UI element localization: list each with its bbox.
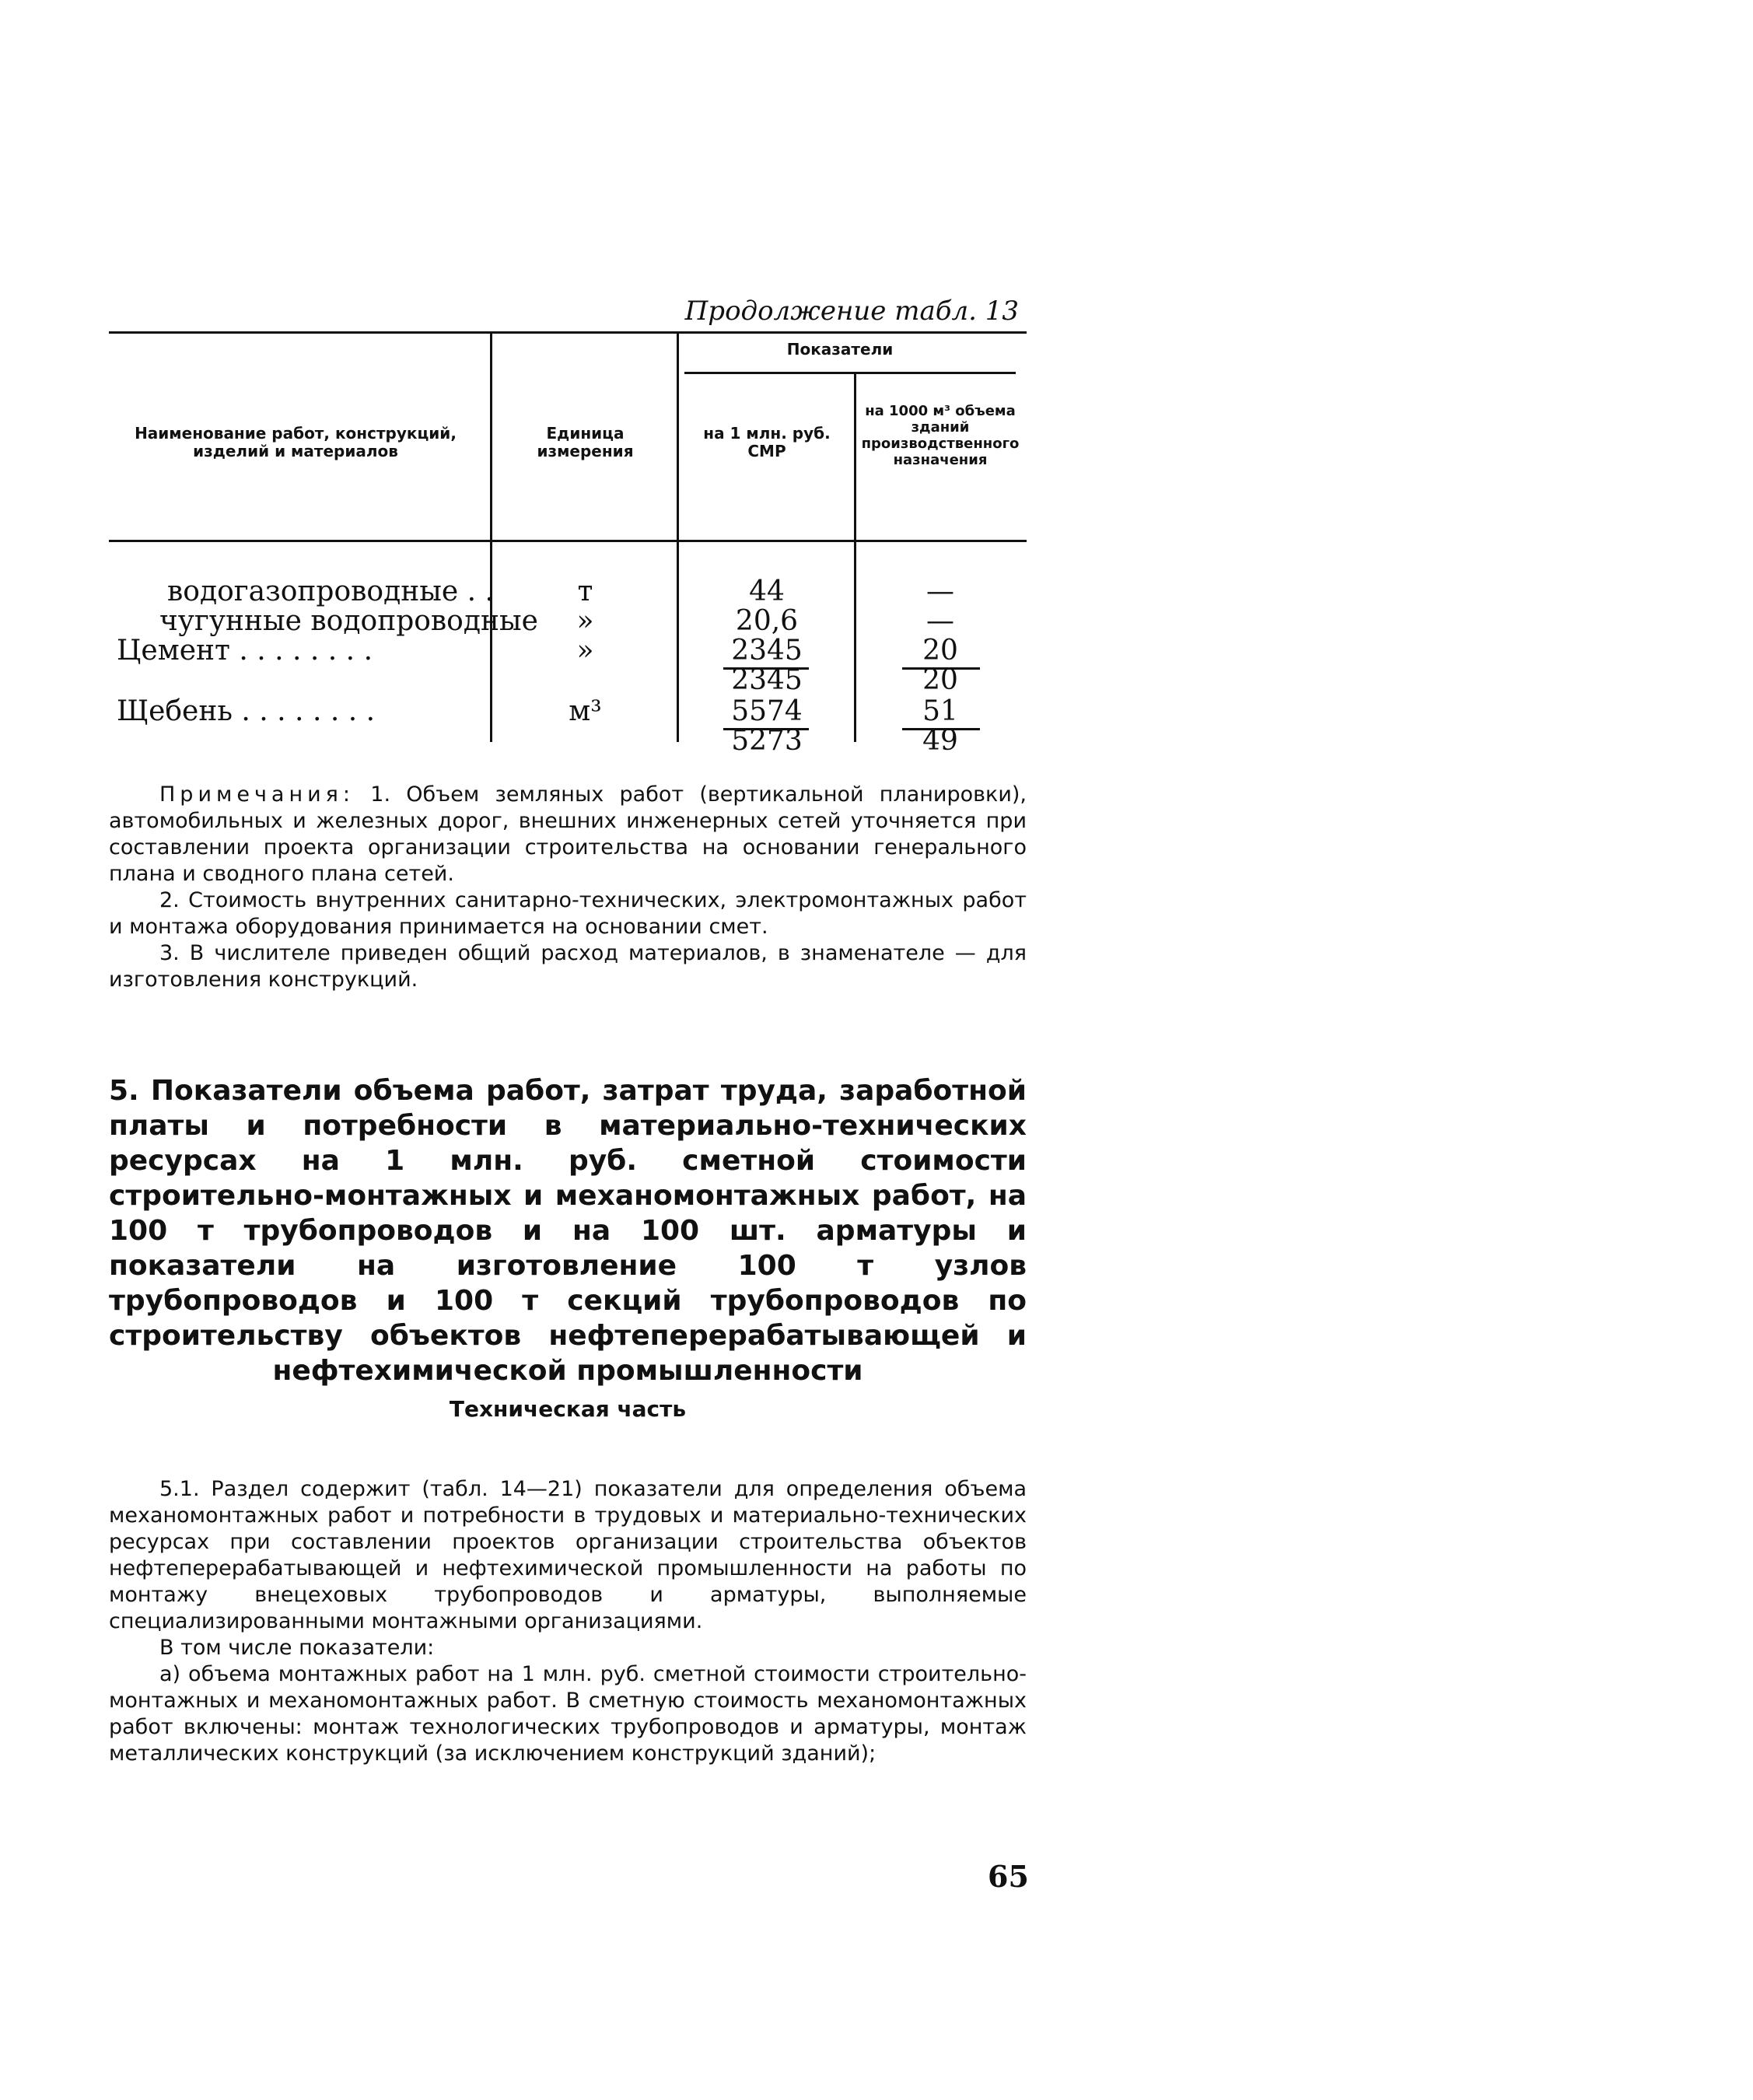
row-name: водогазопроводные . . bbox=[167, 576, 494, 607]
row-name: Щебень . . . . . . . . bbox=[117, 695, 376, 727]
note-1-text: 1. Объем земляных работ (вертикальной планировки), автомобильных и железных дорог, внешних инженерных сетей уточняется при составлении проекта организации строительства на основании генерального плана и сводного плана сетей. bbox=[109, 782, 1027, 886]
row-value-smr: 2345 bbox=[731, 635, 803, 667]
note-1 bbox=[109, 782, 1027, 887]
table-row bbox=[109, 726, 1027, 756]
row-unit: » bbox=[576, 605, 594, 637]
table-continuation-title: Продолжение табл. 13 bbox=[684, 296, 1019, 327]
paragraph-including: В том числе показатели: bbox=[159, 1636, 435, 1660]
note-2: 2. Стоимость внутренних санитарно-технических, электромонтажных работ и монтажа оборудования принимается на основании смет. bbox=[109, 888, 1027, 939]
table-row bbox=[109, 607, 1027, 636]
paragraph-5-1: 5.1. Раздел содержит (табл. 14—21) показатели для определения объема механомонтажных работ и потребности в трудовых и материально-технических ресурсах при составлении проектов организации строительства объектов нефтеперерабатывающей и нефтехимической промышленности на работы по монтажу внецеховых трубопроводов и арматуры, выполняемые специализированными монтажными организациями. bbox=[109, 1477, 1027, 1633]
row-name: Цемент . . . . . . . . bbox=[117, 635, 373, 667]
table-row bbox=[109, 697, 1027, 726]
page-number: 65 bbox=[988, 1859, 1029, 1894]
group-header-rule bbox=[684, 372, 1016, 374]
row-value-smr: 2345 bbox=[731, 664, 803, 696]
section-title: 5. Показатели объема работ, затрат труда, заработной платы и потребности в материально-технических ресурсах на 1 млн. руб. сметной стоимости строительно-монтажных и механомонтажных работ, на 100 т трубопроводов и на 100 шт. арматуры и показатели на изготовление 100 т узлов трубопроводов и 100 т секций трубопроводов по строительству объектов нефтеперерабатывающей и нефтехимической промышленности bbox=[109, 1075, 1027, 1387]
row-unit: т bbox=[577, 576, 593, 607]
notes-label: Примечания: bbox=[159, 782, 355, 807]
header-name: Наименование работ, конструкций, изделий и материалов bbox=[135, 424, 457, 460]
row-value-volume: 20 bbox=[922, 635, 958, 667]
row-name: чугунные водопроводные bbox=[159, 605, 538, 637]
row-value-volume: 49 bbox=[922, 725, 958, 757]
row-value-smr: 20,6 bbox=[735, 605, 799, 637]
row-value-volume: — bbox=[926, 576, 954, 607]
section-subtitle: Техническая часть bbox=[449, 1396, 687, 1422]
table-row bbox=[109, 636, 1027, 666]
table-top-rule bbox=[109, 331, 1027, 334]
row-unit: » bbox=[576, 635, 594, 667]
header-unit: Единица измерения bbox=[537, 424, 634, 460]
header-col1: на 1 млн. руб. СМР bbox=[703, 424, 831, 460]
table-row bbox=[109, 666, 1027, 695]
row-value-smr: 5273 bbox=[731, 725, 803, 757]
header-col2: на 1000 м³ объема зданий производственного назначения bbox=[861, 403, 1020, 468]
row-unit: м³ bbox=[569, 695, 602, 727]
row-value-volume: — bbox=[926, 605, 954, 637]
row-value-volume: 51 bbox=[922, 695, 958, 727]
row-value-smr: 5574 bbox=[731, 695, 803, 727]
table-row bbox=[109, 577, 1027, 607]
paragraph-item-a: а) объема монтажных работ на 1 млн. руб. сметной стоимости строительно-монтажных и механомонтажных работ. В сметную стоимость механомонтажных работ включены: монтаж технологических трубопроводов и арматуры, монтаж металлических конструкций (за исключением конструкций зданий); bbox=[109, 1662, 1027, 1766]
row-value-smr: 44 bbox=[749, 576, 785, 607]
row-value-volume: 20 bbox=[922, 664, 958, 696]
table-notes bbox=[109, 782, 1027, 993]
note-3: 3. В числителе приведен общий расход материалов, в знаменателе — для изготовления конструкций. bbox=[109, 941, 1027, 992]
header-bottom-rule bbox=[109, 540, 1027, 542]
header-group: Показатели bbox=[786, 340, 894, 359]
section-body bbox=[109, 1476, 1027, 1767]
